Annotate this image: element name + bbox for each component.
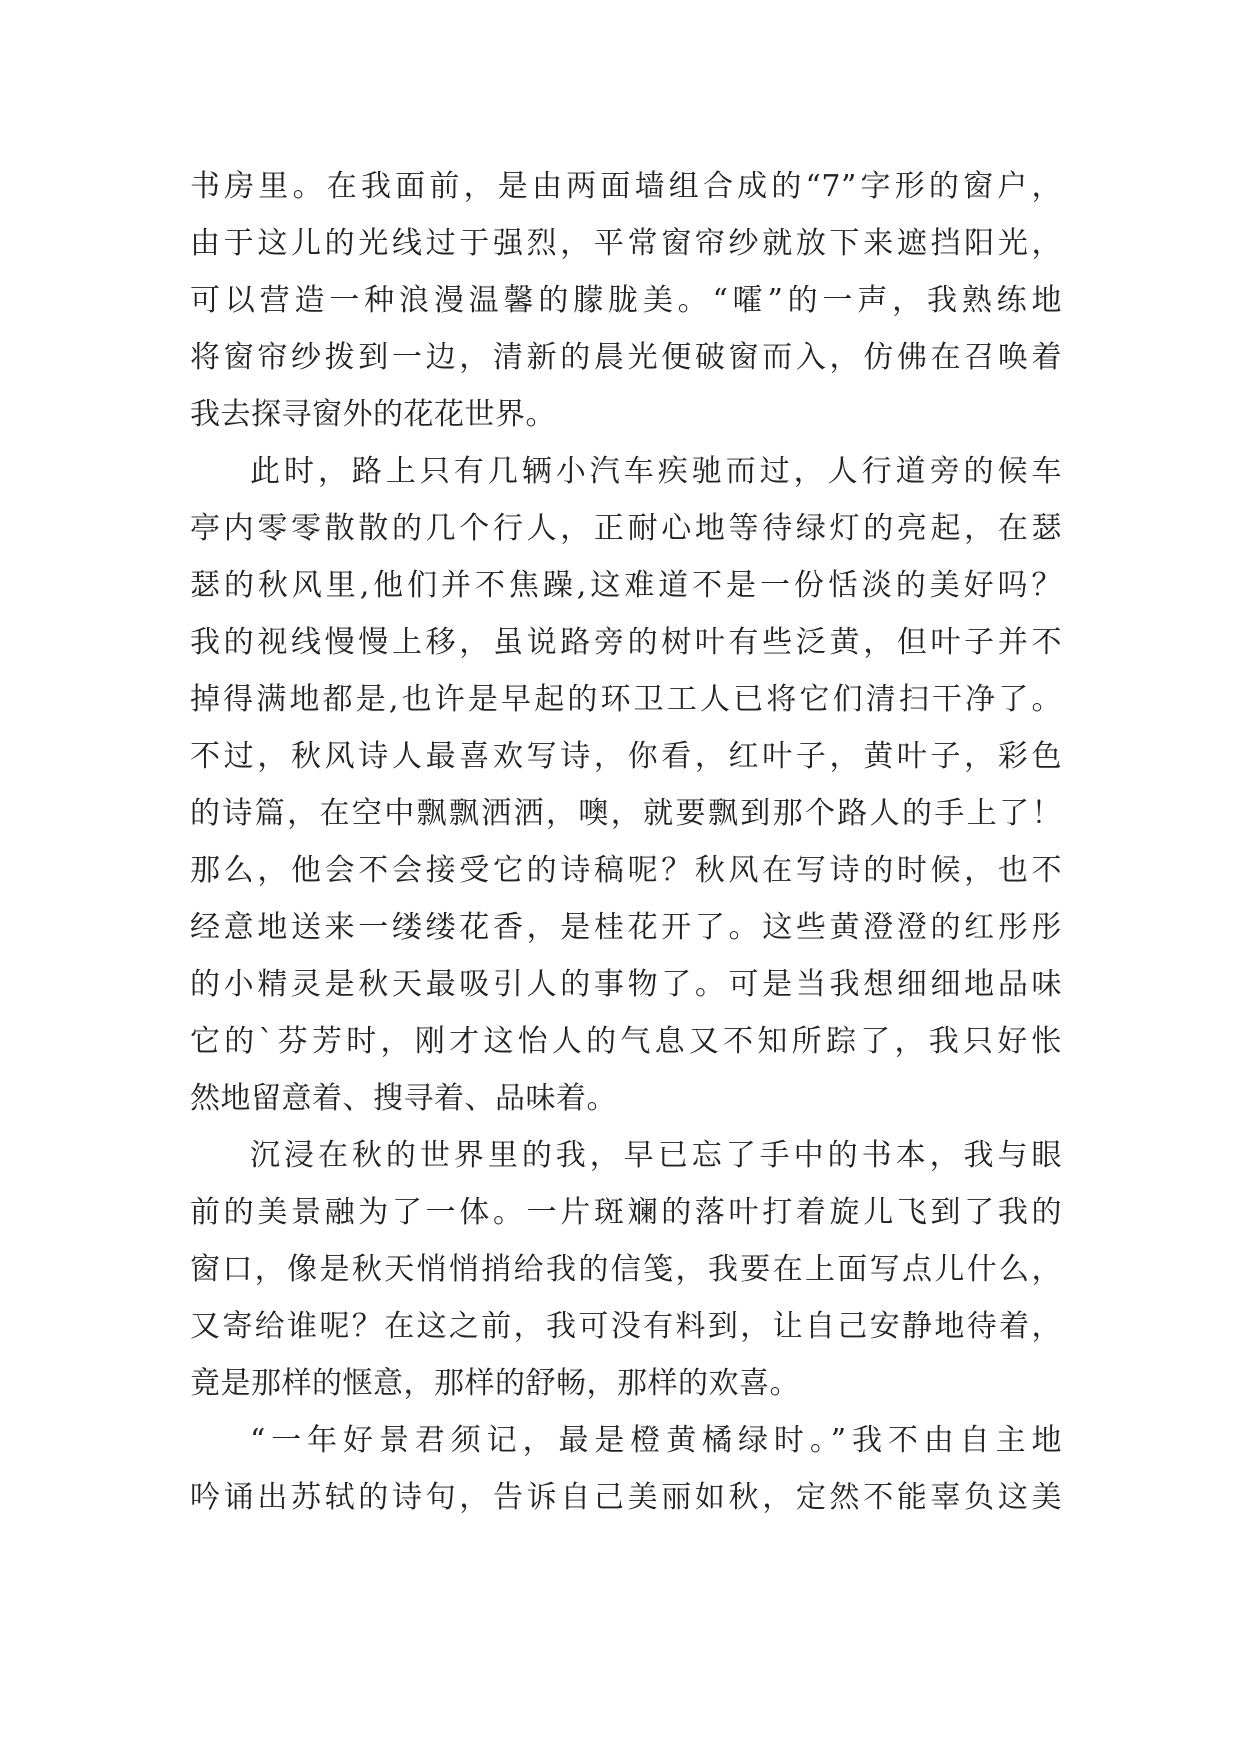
text-line: 可以营造一种浪漫温馨的朦胧美。“嚯”的一声，我熟练地 xyxy=(190,283,1062,318)
text-line: 吟诵出苏轼的诗句，告诉自己美丽如秋，定然不能辜负这美 xyxy=(190,1480,1062,1515)
text-line: 竟是那样的惬意，那样的舒畅，那样的欢喜。 xyxy=(190,1366,800,1401)
text-line: 又寄给谁呢？在这之前，我可没有料到，让自己安静地待着， xyxy=(190,1309,1062,1344)
text-line: 窗口，像是秋天悄悄捎给我的信笺，我要在上面写点儿什么， xyxy=(190,1252,1062,1287)
text-line: 不过，秋风诗人最喜欢写诗，你看，红叶子，黄叶子，彩色 xyxy=(190,739,1062,774)
text-line: 前的美景融为了一体。一片斑斓的落叶打着旋儿飞到了我的 xyxy=(190,1195,1062,1230)
text-line: 那么，他会不会接受它的诗稿呢？秋风在写诗的时候，也不 xyxy=(190,853,1062,888)
text-line: 它的`芬芳时，刚才这怡人的气息又不知所踪了，我只好怅 xyxy=(190,1024,1062,1059)
text-line: “一年好景君须记，最是橙黄橘绿时。”我不由自主地 xyxy=(250,1423,1062,1458)
text-line: 然地留意着、搜寻着、品味着。 xyxy=(190,1081,617,1116)
text-line: 沉浸在秋的世界里的我，早已忘了手中的书本，我与眼 xyxy=(250,1138,1062,1173)
essay-text-block xyxy=(190,158,1062,1526)
text-line: 掉得满地都是,也许是早起的环卫工人已将它们清扫干净了。 xyxy=(190,682,1062,717)
text-line: 的诗篇，在空中飘飘洒洒，噢，就要飘到那个路人的手上了！ xyxy=(190,796,1062,831)
text-line: 将窗帘纱拨到一边，清新的晨光便破窗而入，仿佛在召唤着 xyxy=(190,340,1062,375)
text-line: 瑟的秋风里,他们并不焦躁,这难道不是一份恬淡的美好吗？ xyxy=(190,568,1062,603)
text-line: 经意地送来一缕缕花香，是桂花开了。这些黄澄澄的红彤彤 xyxy=(190,910,1062,945)
text-line: 亭内零零散散的几个行人，正耐心地等待绿灯的亮起，在瑟 xyxy=(190,511,1062,546)
text-line: 此时，路上只有几辆小汽车疾驰而过，人行道旁的候车 xyxy=(250,454,1062,489)
text-line: 我的视线慢慢上移，虽说路旁的树叶有些泛黄，但叶子并不 xyxy=(190,625,1062,660)
text-line: 由于这儿的光线过于强烈，平常窗帘纱就放下来遮挡阳光， xyxy=(190,226,1062,261)
text-line: 书房里。在我面前，是由两面墙组合成的“7”字形的窗户， xyxy=(190,169,1062,204)
text-line: 的小精灵是秋天最吸引人的事物了。可是当我想细细地品味 xyxy=(190,967,1062,1002)
text-line: 我去探寻窗外的花花世界。 xyxy=(190,397,556,432)
